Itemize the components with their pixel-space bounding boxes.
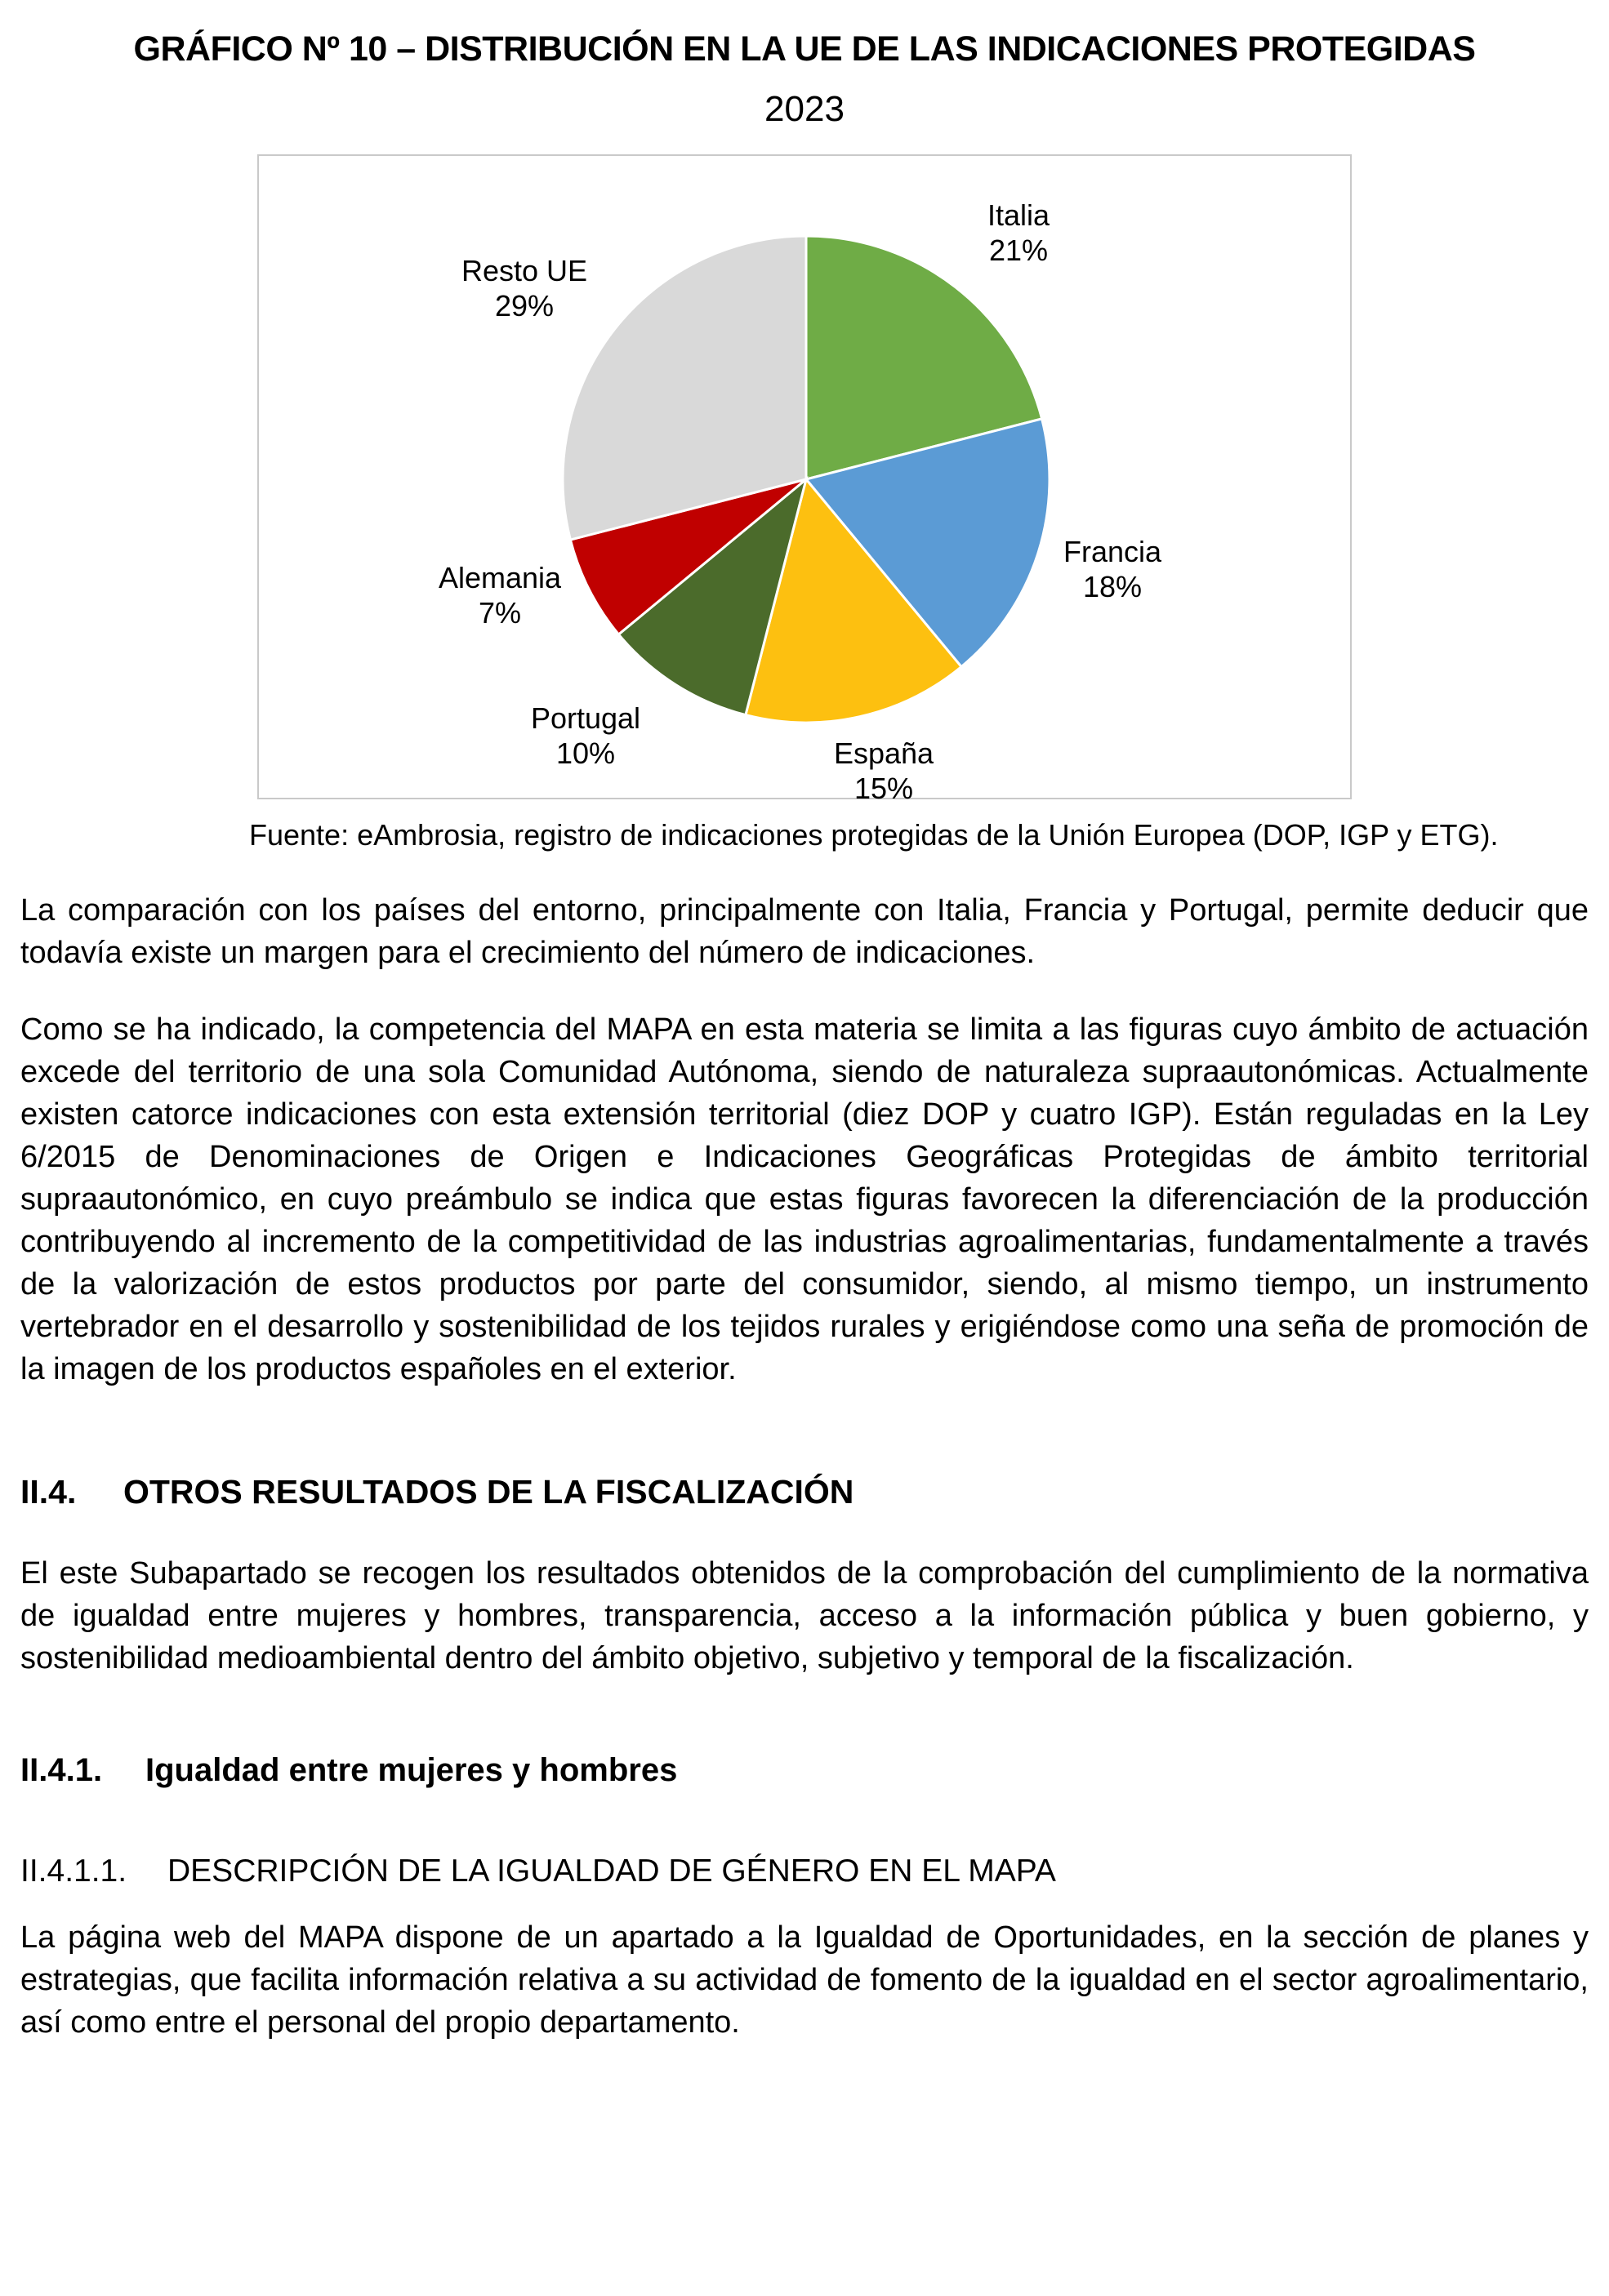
pie-label-name: Italia: [987, 198, 1050, 232]
pie-label-espana: [834, 736, 934, 806]
pie-label-name: Portugal: [530, 701, 641, 735]
document-page: [0, 29, 1609, 2296]
section-heading-ii411: [20, 1853, 1589, 1890]
section-number: II.4.1.1.: [20, 1853, 127, 1889]
section-title: DESCRIPCIÓN DE LA IGUALDAD DE GÉNERO EN EL MAPA: [167, 1853, 1056, 1889]
page-title: GRÁFICO Nº 10 – DISTRIBUCIÓN EN LA UE DE LAS INDICACIONES PROTEGIDAS: [133, 29, 1476, 69]
section-number: II.4.1.: [20, 1752, 103, 1788]
pie-label-francia: [1063, 534, 1161, 604]
pie-label-alemania: [439, 560, 561, 630]
pie-label-percent: 10%: [555, 736, 616, 770]
section-title: Igualdad entre mujeres y hombres: [145, 1752, 678, 1788]
pie-label-percent: 21%: [988, 234, 1049, 267]
section-heading-ii41: [20, 1751, 1589, 1789]
paragraph-web-mapa: La página web del MAPA dispone de un apartado a la Igualdad de Oportunidades, en la sección de planes y estrategias, que facilita información relativa a su actividad de fomento de la igualdad en el sector agroalimentario, así como entre el personal del propio departamento.: [20, 1920, 1589, 2040]
chart-year-subtitle: 2023: [764, 89, 845, 129]
pie-label-percent: 29%: [494, 289, 555, 323]
pie-label-name: Alemania: [438, 561, 562, 594]
section-number: II.4.: [20, 1473, 77, 1511]
page-content: [0, 29, 1609, 2044]
paragraph-subapartado: El este Subapartado se recogen los resultados obtenidos de la comprobación del cumplimiento de la normativa de igualdad entre mujeres y hombres, transparencia, acceso a la información pública y buen gobierno, y sostenibilidad medioambiental dentro del ámbito objetivo, subjetivo y temporal de la fiscalización.: [20, 1556, 1589, 1675]
pie-label-name: España: [833, 736, 934, 770]
pie-label-resto-ue: [461, 253, 587, 323]
pie-label-name: Francia: [1063, 535, 1162, 568]
chart-source-note: Fuente: eAmbrosia, registro de indicaciones protegidas de la Unión Europea (DOP, IGP y ETG).: [249, 818, 1499, 852]
chart-figure: [257, 154, 1352, 805]
pie-label-portugal: [531, 701, 640, 771]
pie-label-italia: [987, 198, 1050, 268]
pie-label-name: Resto UE: [461, 254, 588, 287]
paragraph-mapa-competencia: Como se ha indicado, la competencia del MAPA en esta materia se limita a las figuras cuyo ámbito de actuación excede del territorio de una sola Comunidad Autónoma, siendo de naturaleza supraautonómicas. Actualmente existen catorce indicaciones con esta extensión territorial (diez DOP y cuatro IGP). Están reguladas en la Ley 6/2015 de Denominaciones de Origen e Indicaciones Geográficas Protegidas de ámbito territorial supraautonómico, en cuyo preámbulo se indica que estas figuras favorecen la diferenciación de la producción contribuyendo al incremento de la competitividad de las industrias agroalimentarias, fundamentalmente a través de la valorización de estos productos por parte del consumidor, siendo, al mismo tiempo, un instrumento vertebrador en el desarrollo y sostenibilidad de los tejidos rurales y erigiéndose como una seña de promoción de la imagen de los productos españoles en el exterior.: [20, 1012, 1589, 1386]
pie-label-percent: 15%: [854, 772, 914, 805]
pie-label-percent: 7%: [478, 596, 522, 630]
section-title: OTROS RESULTADOS DE LA FISCALIZACIÓN: [123, 1473, 854, 1511]
paragraph-comparison: La comparación con los países del entorno, principalmente con Italia, Francia y Portugal, permite deducir que todavía existe un margen para el crecimiento del número de indicaciones.: [20, 893, 1589, 970]
pie-chart: [259, 156, 1350, 798]
pie-label-percent: 18%: [1082, 570, 1143, 603]
section-heading-ii4: [20, 1472, 1589, 1511]
